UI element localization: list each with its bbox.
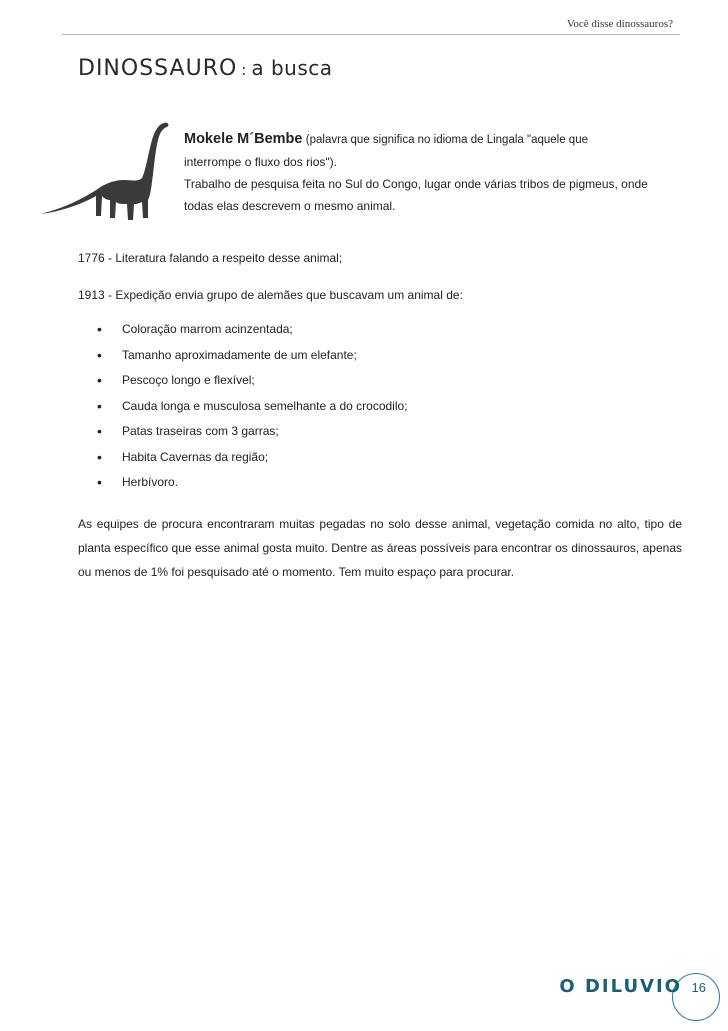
traits-list	[97, 322, 408, 501]
intro-line-3: Trabalho de pesquisa feita no Sul do Congo, lugar onde várias tribos de pigmeus, onde	[184, 177, 648, 191]
footer-brand-logo: O DILUVIO	[559, 976, 682, 997]
paragraph-1776: 1776 - Literatura falando a respeito desse animal;	[78, 251, 343, 265]
intro-block	[184, 128, 684, 217]
list-item: • Herbívoro.	[97, 474, 179, 490]
closing-paragraph: As equipes de procura encontraram muitas pegadas no solo desse animal, vegetação comida no alto, tipo de planta específico que esse animal gosta muito. Dentre as áreas possíveis para encontrar os dinossauros, apenas ou menos de 1% foi pesquisado até o momento. Tem muito espaço para procurar.	[78, 517, 682, 579]
running-header: Você disse dinossauros?	[566, 18, 673, 30]
creature-name: Mokele M´Bembe	[184, 131, 303, 147]
list-item: • Pescoço longo e flexível;	[97, 372, 255, 388]
page-number: 16	[691, 980, 706, 995]
name-meaning: (palavra que significa no idioma de Lingala "aquele que	[305, 134, 588, 146]
list-item: • Coloração marrom acinzentada;	[97, 321, 293, 337]
page-title	[78, 56, 333, 81]
list-item: • Tamanho aproximadamente de um elefante;	[97, 346, 357, 363]
intro-line-4: todas elas descrevem o mesmo animal.	[184, 199, 396, 213]
header-divider	[62, 34, 680, 35]
title-separator: :	[241, 61, 248, 79]
title-main: DINOSSAURO	[78, 56, 238, 81]
sauropod-illustration	[36, 118, 184, 230]
paragraph-1913: 1913 - Expedição envia grupo de alemães que buscavam um animal de:	[78, 288, 463, 302]
list-item: • Habita Cavernas da região;	[97, 448, 269, 465]
list-item: • Patas traseiras com 3 garras;	[97, 423, 279, 439]
intro-line-1	[184, 128, 684, 151]
list-item: • Cauda longa e musculosa semelhante a do crocodilo;	[97, 397, 408, 414]
intro-line-2: interrompe o fluxo dos rios").	[184, 155, 337, 169]
title-subtitle: a busca	[251, 56, 333, 80]
